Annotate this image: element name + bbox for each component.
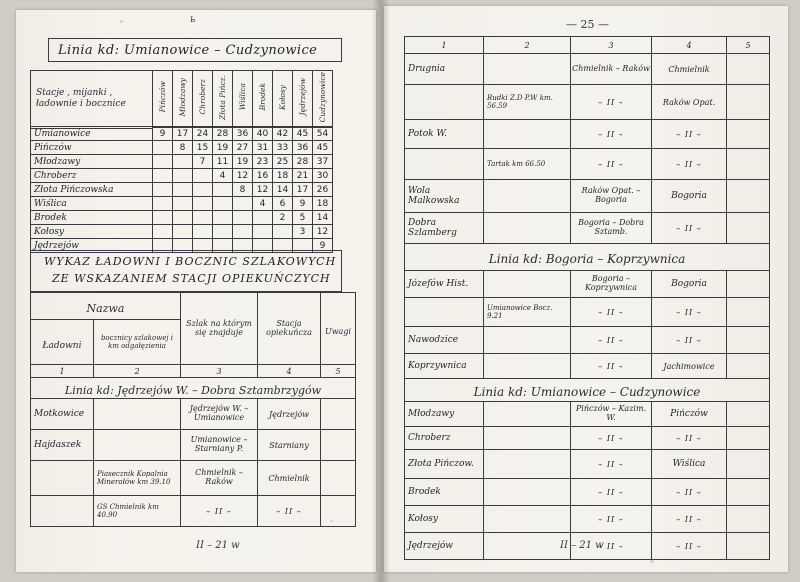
cell [233, 211, 253, 225]
cell: 18 [313, 197, 333, 211]
cell-uwagi [727, 533, 770, 560]
col-header-2: Chroberz [193, 71, 213, 128]
col-number-5: 5 [727, 37, 770, 54]
table-row [31, 155, 333, 169]
col-number-5: 5 [321, 365, 356, 378]
cell [193, 169, 213, 183]
table-numbering-row [405, 37, 770, 54]
cell-stacja: Bogoria [652, 271, 727, 298]
cell-bocznica: Piasecznik Kopalnia Minerałów km 39.10 [94, 461, 181, 496]
table-row [31, 225, 333, 239]
table-row [405, 213, 770, 244]
cell-uwagi [727, 120, 770, 149]
footer-left: II – 21 w [196, 540, 240, 551]
cell-stacja: – II – [652, 533, 727, 560]
table-row [405, 402, 770, 427]
cell: 36 [233, 127, 253, 141]
cell-szlak: Chmielnik – Raków [181, 461, 258, 496]
cell-bocznica [484, 479, 571, 506]
cell-uwagi [727, 85, 770, 120]
head-col-uwagi: Uwagi [321, 293, 356, 365]
cell: 17 [293, 183, 313, 197]
cell: 14 [313, 211, 333, 225]
cell [233, 225, 253, 239]
cell [213, 197, 233, 211]
table-row [31, 169, 333, 183]
cell-szlak: – II – [181, 496, 258, 527]
cell-szlak: – II – [571, 450, 652, 479]
cell-szlak: Umianowice – Starniany P. [181, 430, 258, 461]
section-title-row [405, 379, 770, 402]
row-label: Złota Pińczowska [31, 183, 153, 197]
cell [273, 225, 293, 239]
cell: 19 [213, 141, 233, 155]
table-row [31, 496, 356, 527]
cell: 4 [253, 197, 273, 211]
cell: 45 [313, 141, 333, 155]
cell: 21 [293, 169, 313, 183]
table-row [405, 354, 770, 379]
top-mark-left: ь [190, 14, 196, 25]
col-header-1: Młodzawy [173, 71, 193, 128]
col-number-4: 4 [258, 365, 321, 378]
cell-bocznica [484, 506, 571, 533]
head-col-ladowni: Ładowni [31, 320, 94, 365]
cell [253, 225, 273, 239]
table-row [405, 149, 770, 180]
table-row [405, 298, 770, 327]
cell-bocznica: GS Chmielnik km 40.90 [94, 496, 181, 527]
table-row [405, 120, 770, 149]
right-section-title-1: Linia kd: Bogoria – Koprzywnica [488, 251, 686, 266]
row-label: Jędrzejów [31, 239, 153, 253]
cell-ladownia [31, 496, 94, 527]
footer-right: II – 21 w [560, 540, 604, 551]
cell-bocznica [484, 402, 571, 427]
row-label: Wiślica [31, 197, 153, 211]
paper-speck [330, 520, 333, 522]
cell: 28 [213, 127, 233, 141]
table-row [405, 450, 770, 479]
right-section-title-cell-2 [405, 379, 770, 402]
cell: 16 [253, 169, 273, 183]
cell: 2 [273, 211, 293, 225]
col-number-2: 2 [94, 365, 181, 378]
cell: 8 [233, 183, 253, 197]
cell-uwagi [727, 354, 770, 379]
cell-bocznica [484, 54, 571, 85]
table-row [31, 183, 333, 197]
cell-bocznica [94, 399, 181, 430]
cell: 36 [293, 141, 313, 155]
col-header-5: Brodek [253, 71, 273, 128]
left-table1-title-box [48, 38, 342, 62]
cell-stacja: Chmielnik [258, 461, 321, 496]
left-section-title: Linia kd: Jędrzejów W. – Dobra Sztambrzygów [64, 383, 322, 397]
cell-uwagi [727, 213, 770, 244]
cell [193, 211, 213, 225]
cell: 37 [313, 155, 333, 169]
cell: 12 [313, 225, 333, 239]
cell-ladownia: Dobra Szlamberg [405, 213, 484, 244]
head-col-szlak: Szlak na którym się znajduje [181, 293, 258, 365]
cell: 6 [273, 197, 293, 211]
cell-ladownia: Nawodzice [405, 327, 484, 354]
cell: 9 [313, 239, 333, 253]
row-header-label-cell [31, 71, 153, 129]
cell [253, 211, 273, 225]
cell-ladownia: Jędrzejów [405, 533, 484, 560]
row-label: Chroberz [31, 169, 153, 183]
section-title-row [405, 244, 770, 271]
cell: 18 [273, 169, 293, 183]
head-col-bocznicy: bocznicy szlakowej i km odgałęzienia [94, 320, 181, 365]
row-label: Brodek [31, 211, 153, 225]
cell: 15 [193, 141, 213, 155]
cell-szlak: – II – [571, 506, 652, 533]
cell [173, 197, 193, 211]
cell-ladownia: Złota Pińczow. [405, 450, 484, 479]
table-header-row [31, 71, 333, 128]
cell-bocznica [484, 427, 571, 450]
col-number-2: 2 [484, 37, 571, 54]
cell: 27 [233, 141, 253, 155]
cell-szlak: – II – [571, 120, 652, 149]
distance-matrix-table [30, 70, 333, 129]
left-section-title-cell [31, 378, 356, 399]
cell-szlak: – II – [571, 479, 652, 506]
cell-stacja: – II – [652, 427, 727, 450]
cell-stacja: Raków Opat. [652, 85, 727, 120]
cell: 11 [213, 155, 233, 169]
cell: 5 [293, 211, 313, 225]
left-loading-points-table-header [30, 292, 356, 527]
table-row [31, 127, 333, 141]
col-number-1: 1 [405, 37, 484, 54]
cell-bocznica [94, 430, 181, 461]
cell-szlak: – II – [571, 298, 652, 327]
cell: 26 [313, 183, 333, 197]
right-section-title-cell-1 [405, 244, 770, 271]
cell-uwagi [727, 427, 770, 450]
cell-szlak: – II – [571, 327, 652, 354]
cell-szlak: Bogoria – Koprzywnica [571, 271, 652, 298]
cell-stacja: – II – [652, 327, 727, 354]
cell-uwagi [727, 402, 770, 427]
cell-ladownia: Hajdaszek [31, 430, 94, 461]
cell: 33 [273, 141, 293, 155]
row-label: Kołosy [31, 225, 153, 239]
cell [173, 169, 193, 183]
head-group-nazwa [31, 293, 181, 320]
table-row [405, 180, 770, 213]
head-group-label: Nazwa [86, 301, 125, 315]
cell-uwagi [727, 149, 770, 180]
cell: 54 [313, 127, 333, 141]
cell [173, 225, 193, 239]
cell-szlak: – II – [571, 427, 652, 450]
table-row [31, 399, 356, 430]
table-header-row [31, 293, 356, 320]
cell: 4 [213, 169, 233, 183]
cell-ladownia: Kołosy [405, 506, 484, 533]
cell-ladownia: Brodek [405, 479, 484, 506]
cell [173, 211, 193, 225]
cell: 17 [173, 127, 193, 141]
col-number-3: 3 [571, 37, 652, 54]
cell-stacja: – II – [652, 298, 727, 327]
cell-stacja: Wiślica [652, 450, 727, 479]
cell: 24 [193, 127, 213, 141]
page-number: — 25 — [566, 18, 609, 31]
cell: 31 [253, 141, 273, 155]
col-header-7: Jędrzejów [293, 71, 313, 128]
cell: 28 [293, 155, 313, 169]
col-header-0: Pińczów [153, 71, 173, 128]
row-label: Młodzawy [31, 155, 153, 169]
cell [153, 141, 173, 155]
distance-matrix-body [30, 126, 333, 253]
cell-stacja: Jachimowice [652, 354, 727, 379]
cell: 12 [233, 169, 253, 183]
cell-stacja: – II – [652, 120, 727, 149]
cell: 40 [253, 127, 273, 141]
cell-bocznica: Rudki Z.D P.W km. 56.59 [484, 85, 571, 120]
cell-ladownia: Potok W. [405, 120, 484, 149]
cell-szlak: Jędrzejów W. – Umianowice [181, 399, 258, 430]
cell-ladownia [31, 461, 94, 496]
cell-stacja: – II – [652, 506, 727, 533]
cell-ladownia: Młodzawy [405, 402, 484, 427]
col-header-6: Kołosy [273, 71, 293, 128]
cell-ladownia: Józefów Hist. [405, 271, 484, 298]
cell-ladownia [405, 149, 484, 180]
cell-uwagi [727, 298, 770, 327]
cell-szlak: Pińczów – Kazim. W. [571, 402, 652, 427]
cell-szlak: Chmielnik – Raków [571, 54, 652, 85]
cell-szlak: Raków Opat. – Bogoria [571, 180, 652, 213]
cell [213, 211, 233, 225]
cell [193, 225, 213, 239]
cell-stacja: – II – [652, 479, 727, 506]
paper-speck [650, 560, 654, 563]
section-title-row [31, 378, 356, 399]
cell: 42 [273, 127, 293, 141]
table-row [405, 85, 770, 120]
cell [153, 225, 173, 239]
cell-uwagi [727, 450, 770, 479]
paper-speck [120, 20, 123, 23]
cell: 23 [253, 155, 273, 169]
table-row [31, 211, 333, 225]
left-table1-title: Linia kd: Umianowice – Cudzynowice [58, 43, 318, 58]
table-row [31, 461, 356, 496]
cell-bocznica [484, 327, 571, 354]
cell-szlak: – II – [571, 533, 652, 560]
table-row [31, 197, 333, 211]
cell [193, 183, 213, 197]
table-row [405, 479, 770, 506]
cell-szlak: – II – [571, 149, 652, 180]
cell-szlak: Bogoria – Dobra Sztamb. [571, 213, 652, 244]
cell [193, 197, 213, 211]
cell: 12 [253, 183, 273, 197]
cell-bocznica [484, 533, 571, 560]
cell-stacja: Starniany [258, 430, 321, 461]
col-header-8: Cudzynowice [313, 71, 333, 128]
col-number-3: 3 [181, 365, 258, 378]
cell: 19 [233, 155, 253, 169]
cell-ladownia: Motkowice [31, 399, 94, 430]
cell-ladownia: Wola Malkowska [405, 180, 484, 213]
col-header-4: Wiślica [233, 71, 253, 128]
cell [153, 197, 173, 211]
cell [213, 183, 233, 197]
cell-ladownia [405, 298, 484, 327]
row-label: Umianowice [31, 127, 153, 141]
cell-uwagi [727, 271, 770, 298]
cell [153, 211, 173, 225]
cell: 9 [293, 197, 313, 211]
col-header-3: Złota Pińcz. [213, 71, 233, 128]
cell-uwagi [321, 399, 356, 430]
cell: 3 [293, 225, 313, 239]
cell-bocznica: Tartak km 66.50 [484, 149, 571, 180]
cell: 14 [273, 183, 293, 197]
table-row [405, 271, 770, 298]
cell [173, 183, 193, 197]
cell-stacja: Pińczów [652, 402, 727, 427]
cell-bocznica [484, 271, 571, 298]
head-col-stacja: Stacja opiekuńcza [258, 293, 321, 365]
cell-bocznica [484, 354, 571, 379]
left-table2-title-line1: WYKAZ ŁADOWNI I BOCZNIC SZLAKOWYCH [44, 255, 337, 268]
table-row [405, 427, 770, 450]
cell [153, 155, 173, 169]
table-row [405, 54, 770, 85]
cell-bocznica: Umianowice Bocz. 9.21 [484, 298, 571, 327]
row-label: Pińczów [31, 141, 153, 155]
table-row [31, 430, 356, 461]
cell-ladownia: Koprzywnica [405, 354, 484, 379]
right-top-table [404, 36, 770, 560]
cell-uwagi [727, 180, 770, 213]
cell-uwagi [727, 54, 770, 85]
cell [153, 183, 173, 197]
cell-bocznica [484, 450, 571, 479]
table-row [31, 141, 333, 155]
table-numbering-row [31, 365, 356, 378]
cell-ladownia: Chroberz [405, 427, 484, 450]
cell-ladownia [405, 85, 484, 120]
cell-stacja: – II – [652, 149, 727, 180]
cell-uwagi [727, 479, 770, 506]
cell [153, 169, 173, 183]
cell-stacja: – II – [258, 496, 321, 527]
cell [233, 197, 253, 211]
cell-uwagi [321, 496, 356, 527]
cell: 8 [173, 141, 193, 155]
row-header-label: Stacje , mijanki , ładownie i bocznice [36, 88, 126, 110]
cell-uwagi [727, 327, 770, 354]
cell [173, 155, 193, 169]
cell-stacja: Chmielnik [652, 54, 727, 85]
cell-uwagi [321, 461, 356, 496]
book-gutter-shadow [372, 0, 390, 582]
cell-bocznica [484, 180, 571, 213]
cell-stacja: – II – [652, 213, 727, 244]
cell-bocznica [484, 213, 571, 244]
cell-uwagi [321, 430, 356, 461]
cell [213, 225, 233, 239]
cell: 9 [153, 127, 173, 141]
col-number-4: 4 [652, 37, 727, 54]
cell: 30 [313, 169, 333, 183]
left-table2-title-line2: ZE WSKAZANIEM STACJI OPIEKUŃCZYCH [52, 272, 331, 285]
cell-stacja: Bogoria [652, 180, 727, 213]
col-number-1: 1 [31, 365, 94, 378]
table-row [405, 506, 770, 533]
right-section-title-2: Linia kd: Umianowice – Cudzynowice [473, 384, 701, 399]
cell-ladownia: Drugnia [405, 54, 484, 85]
cell-stacja: Jędrzejów [258, 399, 321, 430]
cell-szlak: – II – [571, 85, 652, 120]
cell: 45 [293, 127, 313, 141]
cell-bocznica [484, 120, 571, 149]
cell-uwagi [727, 506, 770, 533]
cell: 25 [273, 155, 293, 169]
cell: 7 [193, 155, 213, 169]
cell-szlak: – II – [571, 354, 652, 379]
table-row [405, 327, 770, 354]
